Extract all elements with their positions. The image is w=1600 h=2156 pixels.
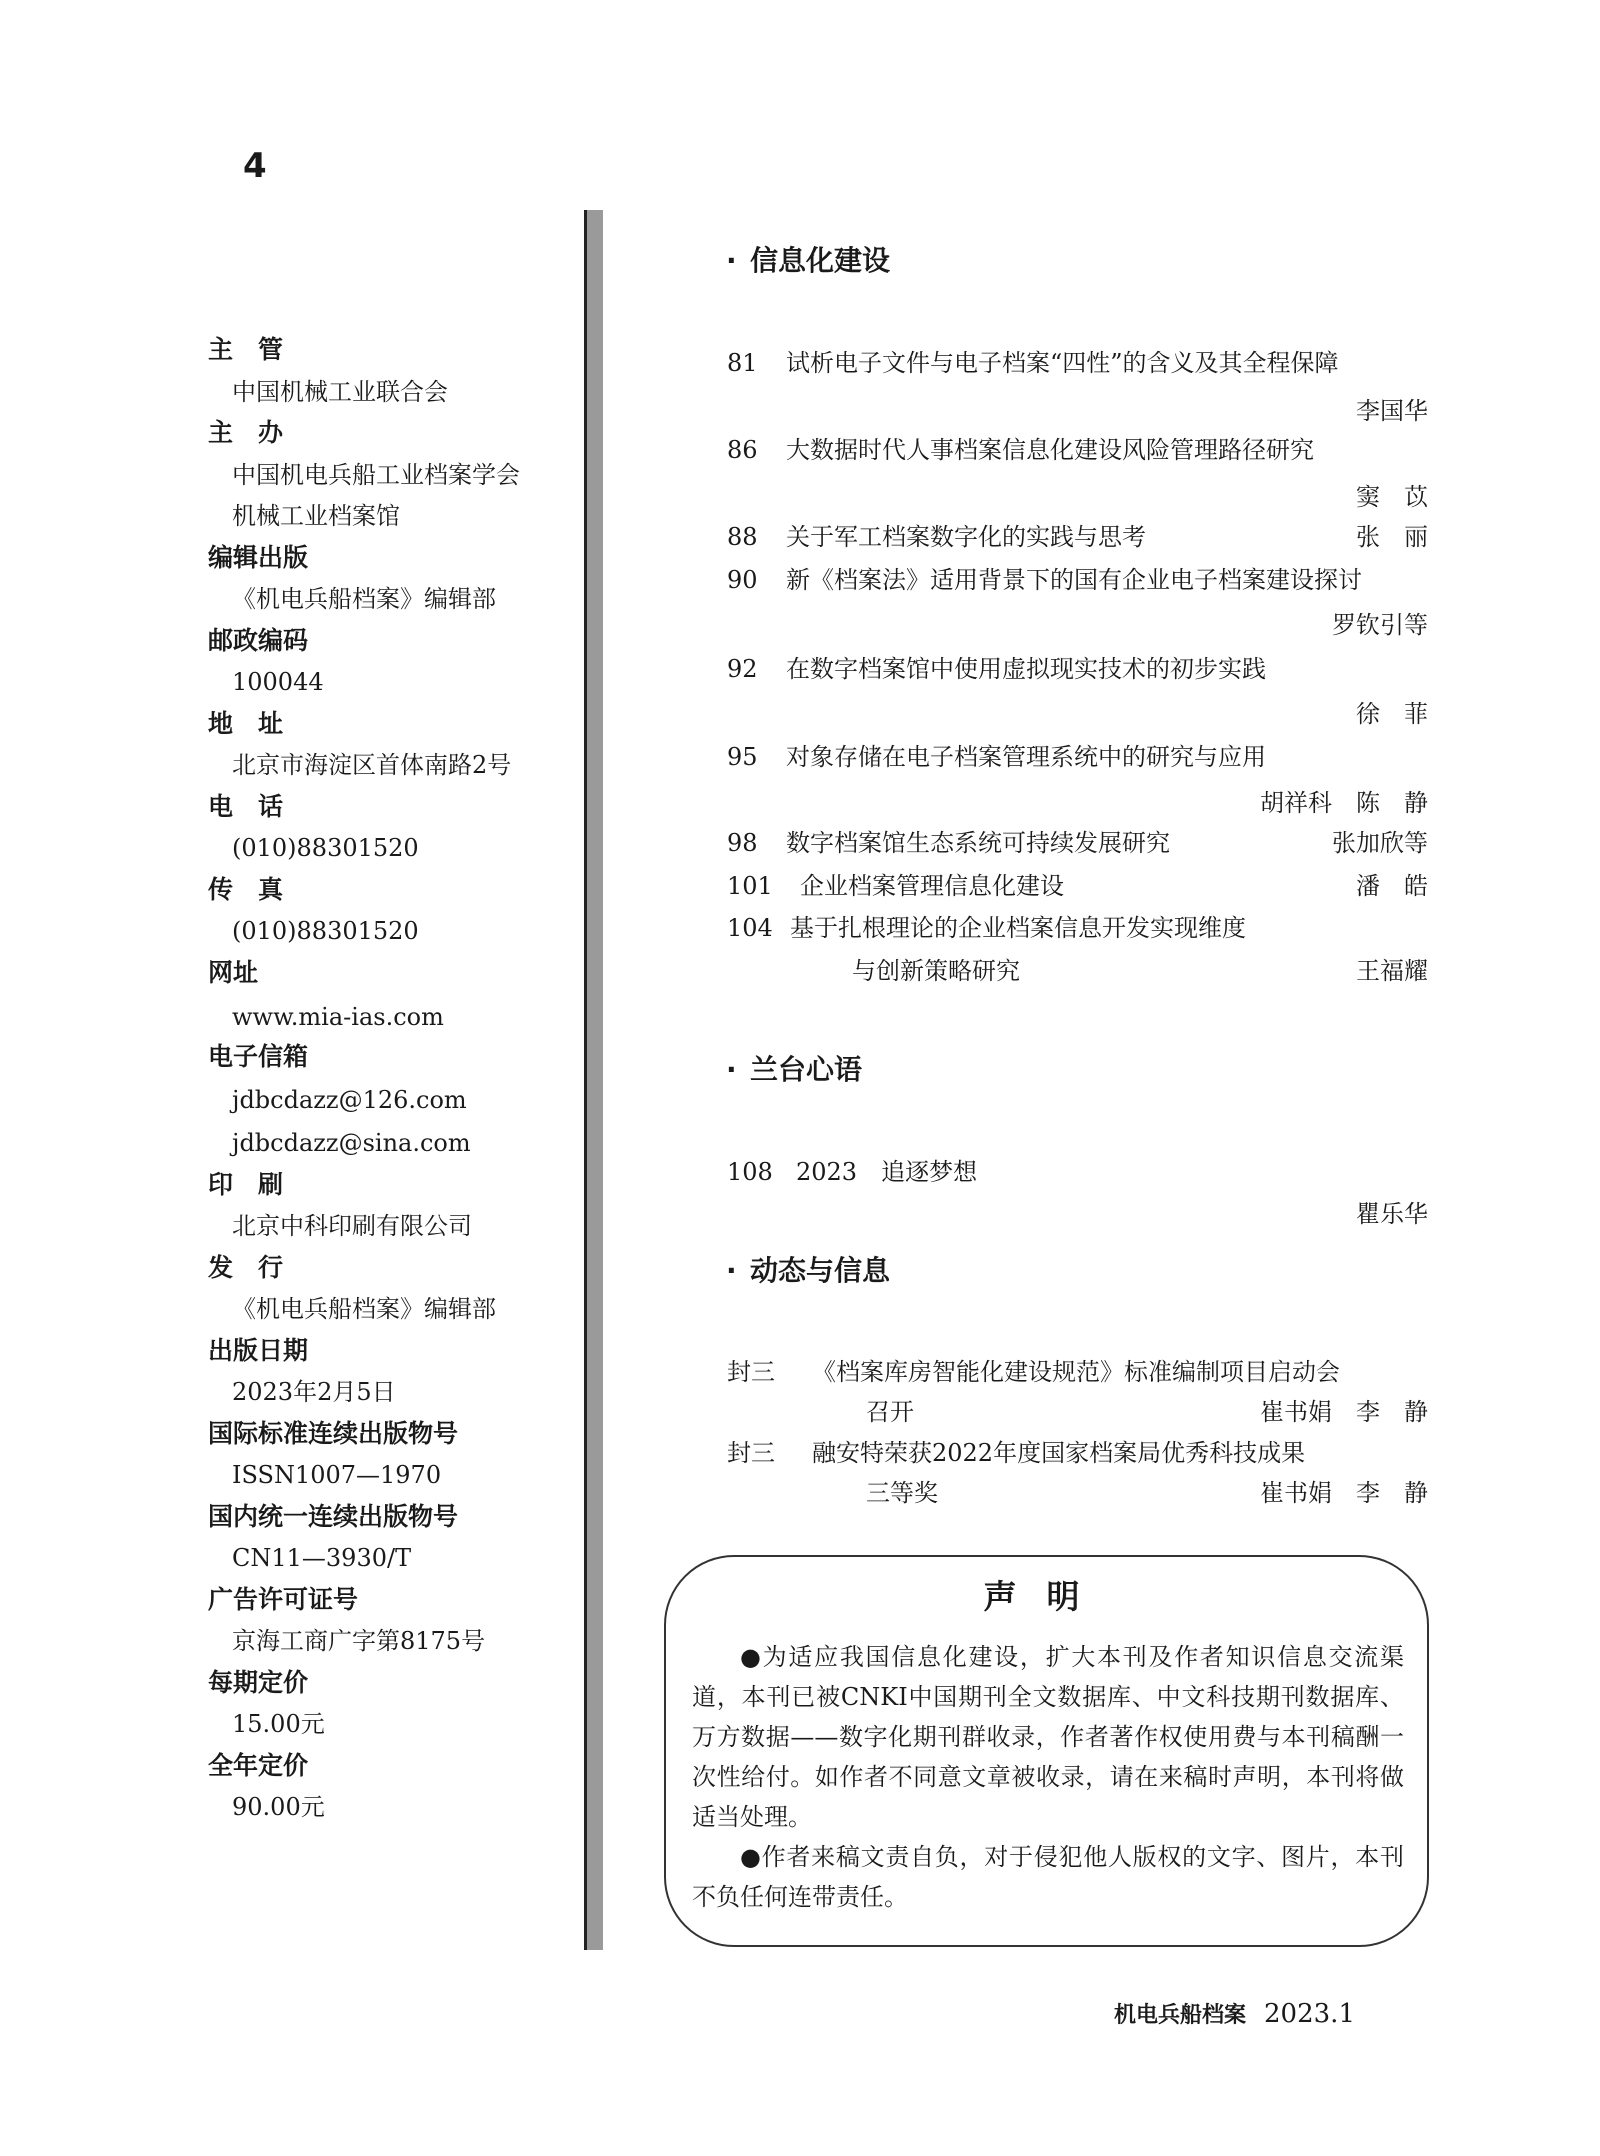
section-title: 信息化建设	[750, 244, 891, 277]
article-author: 徐 菲	[1356, 700, 1428, 728]
article-title-continued: 与创新策略研究	[852, 957, 1020, 985]
masthead-value: 中国机械工业联合会	[232, 378, 448, 406]
masthead-value: 100044	[232, 668, 324, 696]
masthead-value: 15.00元	[232, 1710, 325, 1738]
section-title: 兰台心语	[750, 1053, 863, 1086]
article-author: 胡祥科 陈 静	[1260, 789, 1428, 817]
masthead-label: 传 真	[208, 875, 284, 904]
article-page: 封三	[727, 1439, 775, 1467]
masthead-label: 网址	[208, 958, 259, 987]
article-page: 98	[727, 829, 758, 857]
journal-name: 机电兵船档案	[1114, 2002, 1247, 2028]
masthead-value: jdbcdazz@sina.com	[232, 1129, 471, 1157]
masthead-label: 出版日期	[208, 1336, 309, 1365]
masthead-value: 北京市海淀区首体南路2号	[232, 751, 512, 779]
section-title: 动态与信息	[750, 1254, 891, 1287]
article-title: 对象存储在电子档案管理系统中的研究与应用	[786, 743, 1266, 771]
article-title: 关于军工档案数字化的实践与思考	[786, 523, 1146, 551]
article-page: 封三	[727, 1358, 775, 1386]
article-page: 81	[727, 349, 758, 377]
article-author: 罗钦引等	[1332, 611, 1428, 639]
article-title: 融安特荣获2022年度国家档案局优秀科技成果	[812, 1439, 1306, 1467]
masthead-value: 《机电兵船档案》编辑部	[232, 1295, 496, 1323]
article-author: 张加欣等	[1332, 829, 1428, 857]
article-page: 108	[727, 1158, 773, 1186]
masthead-value: jdbcdazz@126.com	[232, 1086, 467, 1114]
masthead-label: 电 话	[208, 792, 284, 821]
article-author: 瞿乐华	[1356, 1200, 1428, 1228]
column-divider	[584, 210, 603, 1950]
article-title-continued: 召开	[866, 1398, 914, 1426]
masthead-value: 京海工商广字第8175号	[232, 1627, 486, 1655]
article-page: 88	[727, 523, 758, 551]
article-page: 104	[727, 914, 773, 942]
masthead-label: 国内统一连续出版物号	[208, 1502, 459, 1531]
article-author: 窦 苡	[1356, 483, 1428, 511]
masthead-value: 机械工业档案馆	[232, 502, 400, 530]
article-author: 王福耀	[1356, 957, 1428, 985]
masthead-label: 印 刷	[208, 1170, 284, 1199]
article-title-continued: 三等奖	[866, 1479, 938, 1507]
section-heading: · 信息化建设	[726, 244, 891, 277]
masthead-value: 2023年2月5日	[232, 1378, 396, 1406]
article-page: 90	[727, 566, 758, 594]
article-title: 数字档案馆生态系统可持续发展研究	[786, 829, 1170, 857]
article-title: 大数据时代人事档案信息化建设风险管理路径研究	[786, 436, 1314, 464]
article-author: 崔书娟 李 静	[1260, 1479, 1428, 1507]
section-heading: · 动态与信息	[726, 1254, 891, 1287]
article-page: 95	[727, 743, 758, 771]
masthead-label: 邮政编码	[208, 626, 309, 655]
article-page: 101	[727, 872, 773, 900]
notice-box	[664, 1555, 1429, 1947]
masthead-value: CN11—3930/T	[232, 1544, 412, 1572]
masthead-value: 《机电兵船档案》编辑部	[232, 585, 496, 613]
article-title: 新《档案法》适用背景下的国有企业电子档案建设探讨	[786, 566, 1362, 594]
article-author: 李国华	[1356, 397, 1428, 425]
masthead-label: 编辑出版	[208, 543, 309, 572]
notice-paragraph: ●作者来稿文责自负，对于侵犯他人版权的文字、图片，本刊不负任何连带责任。	[692, 1843, 1404, 1911]
article-page: 86	[727, 436, 758, 464]
article-author: 潘 皓	[1356, 872, 1428, 900]
masthead-label: 发 行	[208, 1253, 284, 1282]
article-title: 在数字档案馆中使用虚拟现实技术的初步实践	[786, 655, 1266, 683]
section-heading: · 兰台心语	[726, 1053, 863, 1086]
masthead-value: www.mia-ias.com	[232, 1003, 444, 1031]
article-title: 基于扎根理论的企业档案信息开发实现维度	[790, 914, 1246, 942]
masthead-label: 广告许可证号	[208, 1585, 359, 1614]
masthead-label: 主 管	[208, 335, 284, 364]
article-title: 试析电子文件与电子档案“四性”的含义及其全程保障	[786, 349, 1339, 377]
masthead-label: 电子信箱	[208, 1042, 309, 1071]
page-number: 4	[243, 146, 267, 186]
page-footer	[1114, 1998, 1355, 2031]
notice-paragraph: ●为适应我国信息化建设，扩大本刊及作者知识信息交流渠道，本刊已被CNKI中国期刊全文数据库、中文科技期刊数据库、万方数据——数字化期刊群收录，作者著作权使用费与本刊稿酬一次性给付。如作者不同意文章被收录，请在来稿时声明，本刊将做适当处理。	[692, 1643, 1404, 1831]
article-title: 《档案库房智能化建设规范》标准编制项目启动会	[812, 1358, 1340, 1386]
masthead-value: (010)88301520	[232, 917, 419, 945]
masthead-label: 主 办	[208, 418, 284, 447]
masthead-value: ISSN1007—1970	[232, 1461, 442, 1489]
article-title: 企业档案管理信息化建设	[800, 872, 1064, 900]
masthead-value: 中国机电兵船工业档案学会	[232, 461, 520, 489]
masthead-label: 每期定价	[208, 1668, 309, 1697]
article-page: 92	[727, 655, 758, 683]
masthead-value: 90.00元	[232, 1793, 325, 1821]
masthead-value: (010)88301520	[232, 834, 419, 862]
article-title: 2023 追逐梦想	[796, 1158, 978, 1186]
article-author: 崔书娟 李 静	[1260, 1398, 1428, 1426]
masthead-label: 地 址	[208, 709, 284, 738]
masthead-label: 全年定价	[208, 1751, 309, 1780]
article-author: 张 丽	[1356, 523, 1428, 551]
masthead-value: 北京中科印刷有限公司	[232, 1212, 472, 1240]
masthead-label: 国际标准连续出版物号	[208, 1419, 459, 1448]
notice-title: 声明	[983, 1577, 1110, 1616]
issue-number: 2023.1	[1264, 1999, 1355, 2029]
